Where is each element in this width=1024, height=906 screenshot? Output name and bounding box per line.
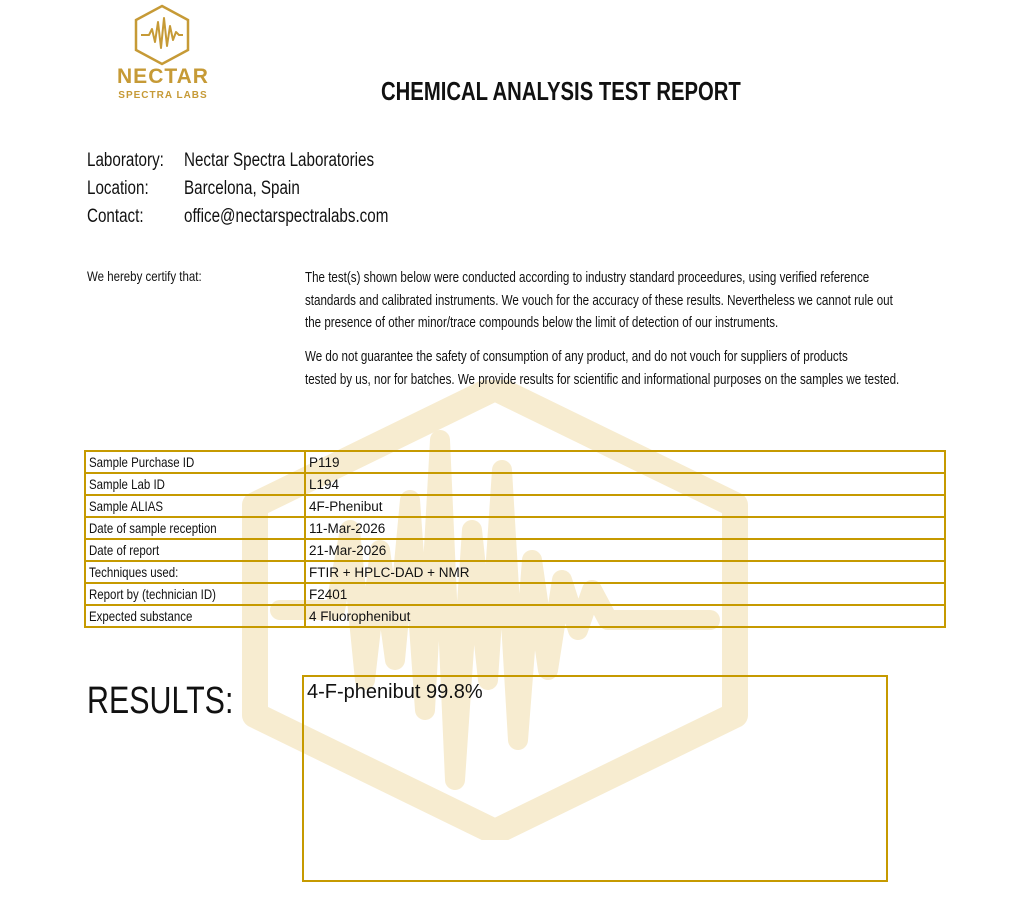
table-row	[85, 517, 945, 539]
report-title: CHEMICAL ANALYSIS TEST REPORT	[381, 76, 741, 106]
table-row	[85, 605, 945, 627]
lab-info-laboratory	[87, 150, 375, 172]
cert-line: We do not guarantee the safety of consumption of any product, and do not vouch for suppliers of products	[305, 349, 848, 365]
certify-label: We hereby certify that:	[87, 268, 202, 284]
logo-wordmark: NECTAR	[117, 65, 209, 88]
table-row	[85, 495, 945, 517]
table-key: Date of report	[85, 539, 305, 561]
cert-line: standards and calibrated instruments. We vouch for the accuracy of these results. Nevertheless we cannot rule out	[305, 292, 893, 309]
results-text: 4-F-phenibut 99.8%	[307, 681, 483, 703]
logo-subwordmark: SPECTRA LABS	[118, 90, 208, 101]
table-value: 4 Fluorophenibut	[305, 605, 945, 627]
lab-info-label: Contact:	[87, 206, 144, 227]
lab-info-label: Location:	[87, 178, 149, 199]
table-key: Date of sample reception	[85, 517, 305, 539]
table-row	[85, 451, 945, 473]
table-value: FTIR + HPLC-DAD + NMR	[305, 561, 945, 583]
results-heading: RESULTS:	[87, 680, 234, 722]
sample-info-table	[84, 450, 946, 628]
cert-line: tested by us, nor for batches. We provide results for scientific and informational purposes on the samples we tested.	[305, 371, 900, 388]
hexagon-waveform-icon	[133, 4, 191, 66]
table-value: 11-Mar-2026	[305, 517, 945, 539]
lab-info-location	[87, 178, 300, 200]
table-value: 4F-Phenibut	[305, 495, 945, 517]
lab-info-value: Nectar Spectra Laboratories	[184, 150, 375, 171]
company-logo	[112, 4, 214, 104]
cert-line: the presence of other minor/trace compounds below the limit of detection of our instruments.	[305, 315, 779, 331]
table-row	[85, 473, 945, 495]
certification-paragraph-1	[305, 267, 893, 335]
certification-paragraph-2	[305, 346, 899, 391]
table-key: Techniques used:	[85, 561, 305, 583]
table-row	[85, 561, 945, 583]
table-value: P119	[305, 451, 945, 473]
lab-info-value: office@nectarspectralabs.com	[184, 206, 389, 227]
table-key: Sample Lab ID	[85, 473, 305, 495]
results-box	[302, 675, 888, 882]
lab-info-value: Barcelona, Spain	[184, 178, 300, 199]
table-row	[85, 583, 945, 605]
table-row	[85, 539, 945, 561]
table-key: Sample Purchase ID	[85, 451, 305, 473]
lab-info-contact	[87, 206, 389, 228]
table-key: Sample ALIAS	[85, 495, 305, 517]
table-key: Expected substance	[85, 605, 305, 627]
cert-line: The test(s) shown below were conducted according to industry standard proceedures, using verified reference	[305, 270, 870, 286]
table-value: L194	[305, 473, 945, 495]
lab-info-label: Laboratory:	[87, 150, 164, 171]
table-value: 21-Mar-2026	[305, 539, 945, 561]
table-value: F2401	[305, 583, 945, 605]
table-key: Report by (technician ID)	[85, 583, 305, 605]
